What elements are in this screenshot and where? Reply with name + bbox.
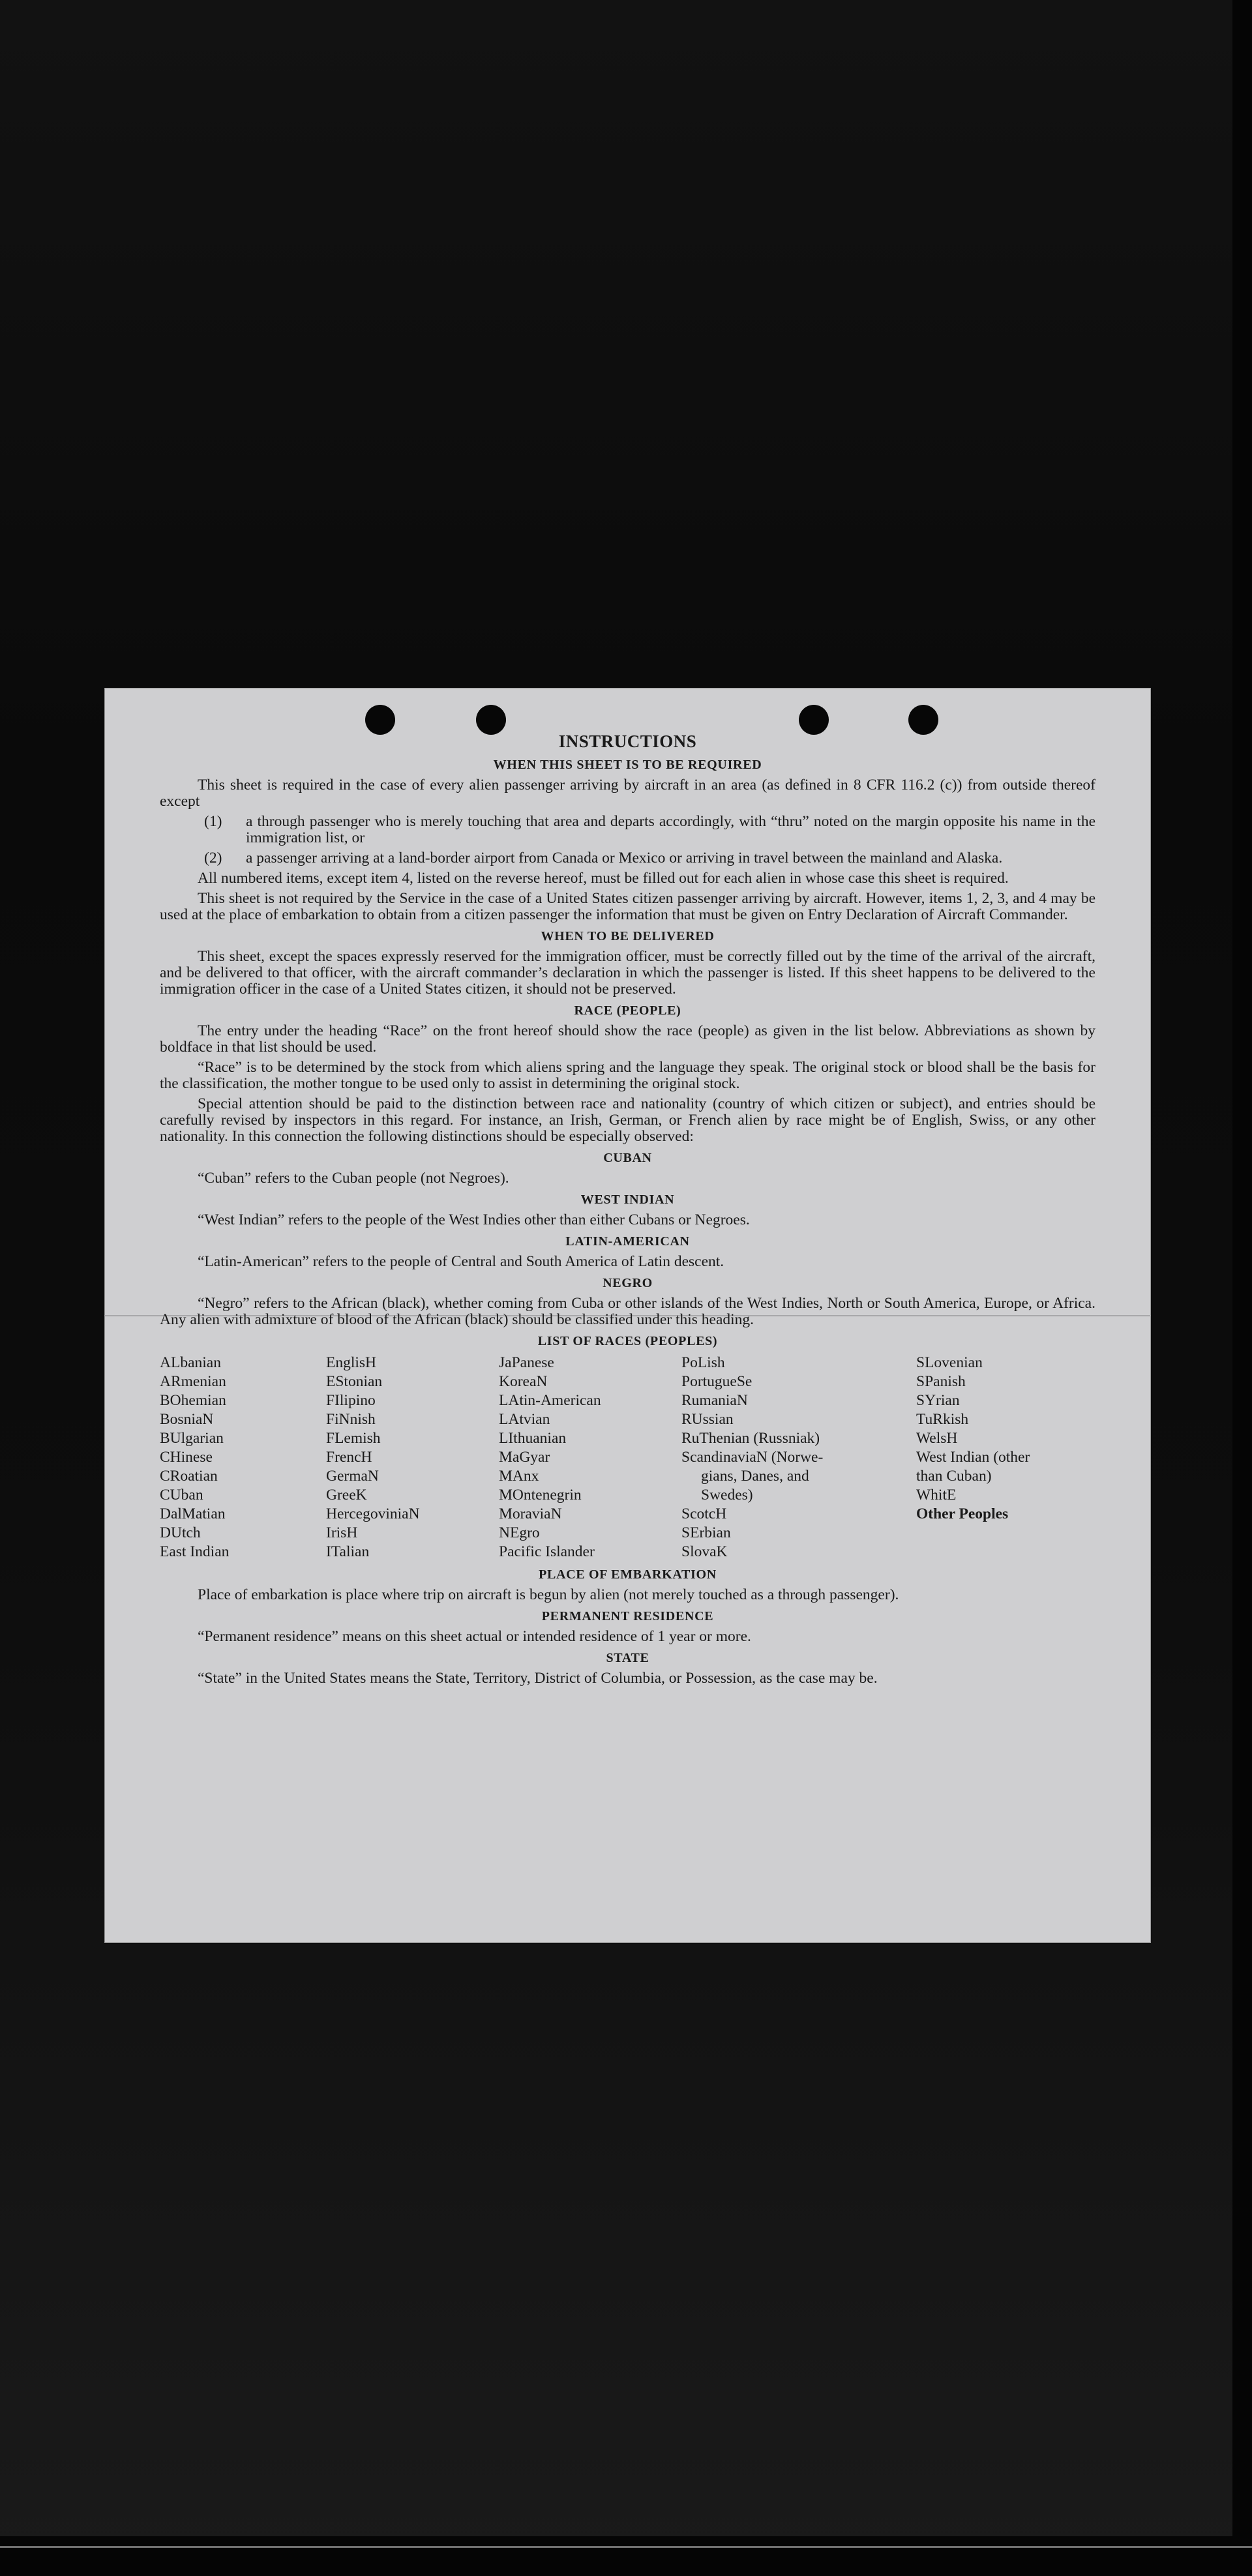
paragraph: “Latin-American” refers to the people of Central and South America of Latin descent.	[198, 1253, 724, 1270]
punch-hole	[908, 705, 938, 735]
section-heading: LATIN-AMERICAN	[565, 1234, 690, 1249]
section-heading: WHEN THIS SHEET IS TO BE REQUIRED	[493, 758, 762, 772]
section-heading: STATE	[606, 1651, 649, 1665]
section-heading: RACE (PEOPLE)	[574, 1003, 681, 1018]
race-item: RumaniaN	[681, 1392, 748, 1409]
race-item: TuRkish	[916, 1411, 969, 1428]
race-item: FIlipino	[326, 1392, 376, 1409]
race-item: Pacific Islander	[499, 1543, 595, 1560]
paragraph: Special attention should be paid to the distinction between race and nationality (country of which citizen or subject), and entries should be carefully revised by inspectors in this regard. For instance, an Irish, German, or French alien by race might be of English, Swiss, or any other nationality. In this connection the following distinctions should be especially observed:	[160, 1095, 1096, 1145]
race-item: BosniaN	[160, 1411, 214, 1428]
race-item: Other Peoples	[916, 1505, 1009, 1522]
punch-hole	[476, 705, 506, 735]
race-column	[499, 1354, 681, 1562]
paragraph: The entry under the heading “Race” on the front hereof should show the race (people) as given in the list below. Abbreviations as shown by boldface in that list should be used.	[160, 1022, 1096, 1056]
race-column	[916, 1354, 1096, 1562]
item-number: (1)	[204, 813, 222, 830]
race-item: gians, Danes, and	[701, 1468, 809, 1485]
page-title: INSTRUCTIONS	[558, 732, 697, 751]
race-item: SErbian	[681, 1524, 731, 1541]
race-item: RUssian	[681, 1411, 734, 1428]
race-item: MOntenegrin	[499, 1487, 582, 1503]
race-column	[681, 1354, 916, 1562]
race-item: FrencH	[326, 1449, 372, 1466]
race-item: GermaN	[326, 1468, 379, 1485]
race-item: EnglisH	[326, 1354, 377, 1371]
race-item: WelsH	[916, 1430, 958, 1447]
race-item: CHinese	[160, 1449, 213, 1466]
race-item: SPanish	[916, 1373, 966, 1390]
race-item: ALbanian	[160, 1354, 221, 1371]
race-item: ITalian	[326, 1543, 370, 1560]
race-item: PortugueSe	[681, 1373, 753, 1390]
section-heading: LIST OF RACES (PEOPLES)	[537, 1334, 718, 1348]
section-heading: WHEN TO BE DELIVERED	[541, 929, 715, 943]
race-item: DalMatian	[160, 1505, 226, 1522]
paragraph: “West Indian” refers to the people of the West Indies other than either Cubans or Negroes.	[198, 1211, 750, 1228]
race-item: ScandinaviaN (Norwe-	[681, 1449, 824, 1466]
race-item: CRoatian	[160, 1468, 218, 1485]
section-heading: PLACE OF EMBARKATION	[539, 1567, 717, 1582]
item-text: a through passenger who is merely touching that area and departs accordingly, with “thru” noted on the margin opposite his name in the immigration list, or	[246, 813, 1096, 846]
paragraph: This sheet, except the spaces expressly reserved for the immigration officer, must be correctly filled out by the time of the arrival of the aircraft, and be delivered to that officer, with the aircraft commander’s declaration in which the passenger is listed. If this sheet happens to be delivered to the immigration officer in the case of a United States citizen, it should not be preserved.	[160, 948, 1096, 998]
race-item: Swedes)	[701, 1487, 753, 1503]
punch-hole	[365, 705, 395, 735]
race-item: EStonian	[326, 1373, 383, 1390]
race-column	[160, 1354, 326, 1562]
race-item: LAtin-American	[499, 1392, 601, 1409]
race-item: CUban	[160, 1487, 203, 1503]
race-item: GreeK	[326, 1487, 367, 1503]
race-column	[326, 1354, 499, 1562]
section-heading: CUBAN	[603, 1151, 652, 1165]
list-item	[160, 814, 1096, 846]
race-item: MaGyar	[499, 1449, 550, 1466]
section-heading: NEGRO	[603, 1276, 653, 1290]
race-item: SYrian	[916, 1392, 960, 1409]
item-text: a passenger arriving at a land-border airport from Canada or Mexico or arriving in travel between the mainland and Alaska.	[246, 850, 1003, 866]
list-item	[160, 850, 1096, 866]
paragraph: This sheet is required in the case of every alien passenger arriving by aircraft in an area (as defined in 8 CFR 116.2 (c)) from outside thereof except	[160, 777, 1096, 810]
scan-bottom-line	[0, 2546, 1252, 2548]
item-number: (2)	[204, 850, 222, 866]
race-item: WhitE	[916, 1487, 957, 1503]
paragraph: “Cuban” refers to the Cuban people (not Negroes).	[198, 1170, 509, 1187]
race-item: HercegoviniaN	[326, 1505, 420, 1522]
paragraph: Place of embarkation is place where trip on aircraft is begun by alien (not merely touched as a through passenger).	[198, 1586, 899, 1603]
race-item: DUtch	[160, 1524, 201, 1541]
scan-edge	[1232, 0, 1252, 2576]
race-item: NEgro	[499, 1524, 540, 1541]
race-item: RuThenian (Russniak)	[681, 1430, 820, 1447]
race-item: ScotcH	[681, 1505, 727, 1522]
scan-bottom-band	[0, 2536, 1252, 2576]
race-item: KoreaN	[499, 1373, 548, 1390]
race-item: LIthuanian	[499, 1430, 567, 1447]
race-item: ARmenian	[160, 1373, 226, 1390]
race-item: than Cuban)	[916, 1468, 992, 1485]
paragraph: “Race” is to be determined by the stock from which aliens spring and the language they speak. The original stock or blood shall be the basis for the classification, the mother tongue to be used only to assist in determining the original stock.	[160, 1059, 1096, 1092]
race-item: SLovenian	[916, 1354, 983, 1371]
race-item: East Indian	[160, 1543, 230, 1560]
race-list	[160, 1354, 1096, 1562]
paragraph: All numbered items, except item 4, listed on the reverse hereof, must be filled out for each alien in whose case this sheet is required.	[198, 870, 1009, 887]
race-item: PoLish	[681, 1354, 725, 1371]
section-heading: WEST INDIAN	[580, 1192, 675, 1207]
punch-hole	[799, 705, 829, 735]
race-item: West Indian (other	[916, 1449, 1030, 1466]
race-item: IrisH	[326, 1524, 358, 1541]
document-sheet	[104, 688, 1151, 1943]
paragraph: “State” in the United States means the State, Territory, District of Columbia, or Possession, as the case may be.	[198, 1670, 878, 1687]
race-item: BOhemian	[160, 1392, 226, 1409]
paragraph: “Permanent residence” means on this sheet actual or intended residence of 1 year or more.	[198, 1628, 751, 1645]
race-item: SlovaK	[681, 1543, 728, 1560]
race-item: LAtvian	[499, 1411, 550, 1428]
race-item: BUlgarian	[160, 1430, 224, 1447]
instructions-text	[160, 733, 1096, 1691]
paragraph: “Negro” refers to the African (black), whether coming from Cuba or other islands of the West Indies, North or South America, Europe, or Africa. Any alien with admixture of blood of the African (black) should be classified under this heading.	[160, 1295, 1096, 1328]
race-item: JaPanese	[499, 1354, 554, 1371]
race-item: FLemish	[326, 1430, 381, 1447]
race-item: FiNnish	[326, 1411, 376, 1428]
race-item: MAnx	[499, 1468, 539, 1485]
race-item: MoraviaN	[499, 1505, 562, 1522]
paragraph: This sheet is not required by the Service in the case of a United States citizen passenger arriving by aircraft. However, items 1, 2, 3, and 4 may be used at the place of embarkation to obtain from a citizen passenger the information that must be given on Entry Declaration of Aircraft Commander.	[160, 890, 1096, 923]
section-heading: PERMANENT RESIDENCE	[541, 1609, 714, 1623]
